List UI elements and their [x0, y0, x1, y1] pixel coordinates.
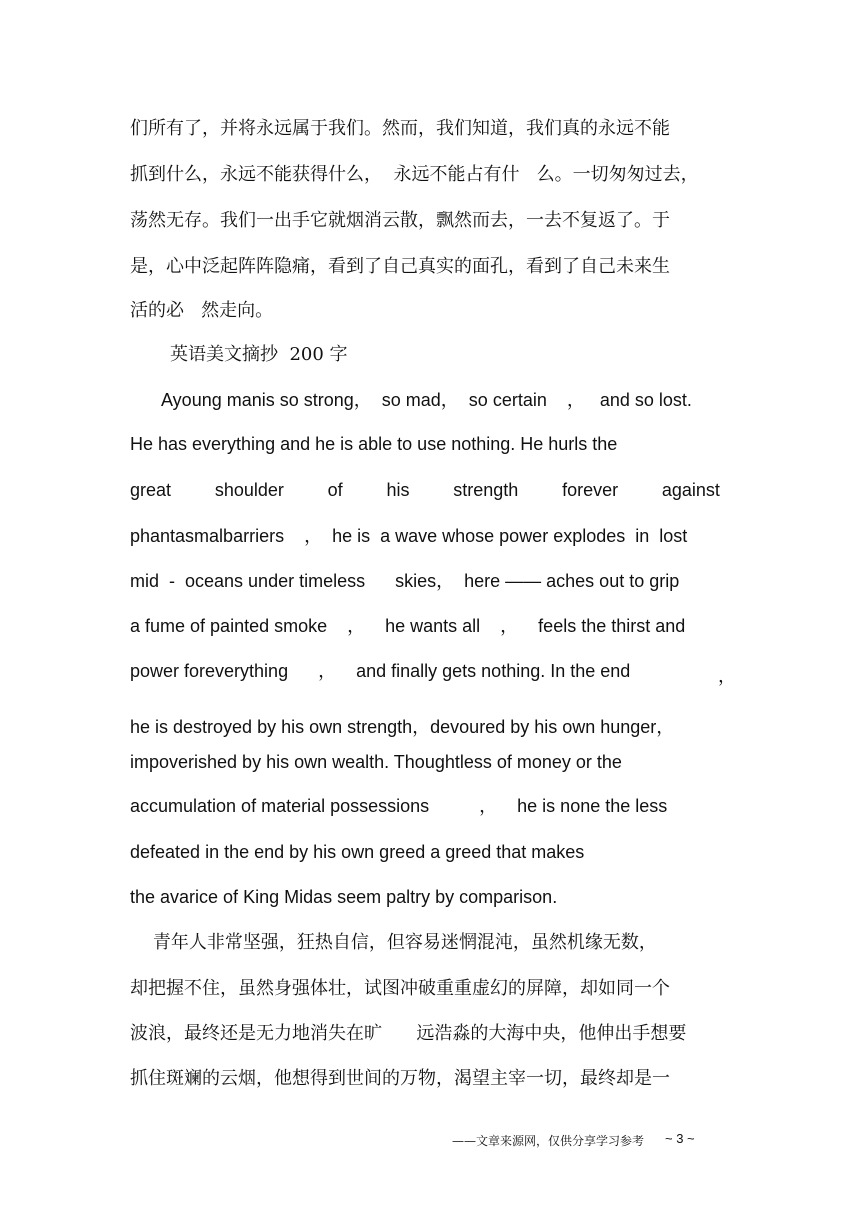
en-line-5: mid - oceans under timeless skies， here —— aches out to grip	[130, 571, 680, 591]
section-heading: 英语美文摘抄 200 字	[170, 344, 348, 365]
zh2-line-4: 抓住斑斓的云烟，他想得到世间的万物，渴望主宰一切，最终却是一	[130, 1068, 670, 1089]
en-line-1: Ayoung manis so strong， so mad， so certain ， and so lost.	[161, 390, 692, 410]
zh-line-3: 荡然无存。我们一出手它就烟消云散，飘然而去，一去不复返了。于	[130, 210, 670, 231]
page-number: ~ 3 ~	[665, 1131, 695, 1146]
zh-line-5: 活的必 然走向。	[130, 300, 274, 321]
zh2-line-1: 青年人非常坚强，狂热自信，但容易迷惘混沌，虽然机缘无数，	[130, 932, 657, 953]
en-line-11: defeated in the end by his own greed a greed that makes	[130, 842, 585, 862]
en-word: of	[327, 480, 343, 500]
en-line-2: He has everything and he is able to use nothing. He hurls the	[130, 434, 618, 454]
en-word: strength	[453, 480, 519, 500]
en-line-9: impoverished by his own wealth. Thoughtless of money or the	[130, 752, 622, 772]
en-word: his	[386, 480, 410, 500]
en-word: shoulder	[214, 480, 284, 500]
en-line-10: accumulation of material possessions ， he is none the less	[130, 796, 668, 816]
zh2-line-2: 却把握不住，虽然身强体壮，试图冲破重重虚幻的屏障，却如同一个	[130, 978, 670, 999]
en-line-4: phantasmalbarriers ， he is a wave whose power explodes in lost	[130, 526, 688, 546]
en-line-12: the avarice of King Midas seem paltry by comparison.	[130, 887, 558, 907]
en-word: forever	[562, 480, 619, 500]
zh-line-4: 是，心中泛起阵阵隐痛，看到了自己真实的面孔，看到了自己未来生	[130, 256, 670, 277]
zh2-line-3: 波浪，最终还是无力地消失在旷 远浩淼的大海中央，他伸出手想要	[130, 1023, 687, 1044]
en-word: against	[661, 480, 720, 500]
en-line-3	[130, 481, 720, 499]
en-word: great	[130, 480, 172, 500]
en-line-8: he is destroyed by his own strength，devoured by his own hunger，	[130, 717, 675, 737]
en-line-7-trailing-comma: ，	[718, 666, 736, 686]
zh-line-1: 们所有了，并将永远属于我们。然而，我们知道，我们真的永远不能	[130, 118, 670, 139]
zh-line-2: 抓到什么，永远不能获得什么， 永远不能占有什 么。一切匆匆过去，	[130, 164, 699, 185]
footer-source-note: ——文章来源网，仅供分享学习参考	[452, 1134, 645, 1148]
en-line-7: power foreverything ， and finally gets nothing. In the end	[130, 661, 631, 681]
en-line-6: a fume of painted smoke ， he wants all ， feels the thirst and	[130, 616, 686, 636]
